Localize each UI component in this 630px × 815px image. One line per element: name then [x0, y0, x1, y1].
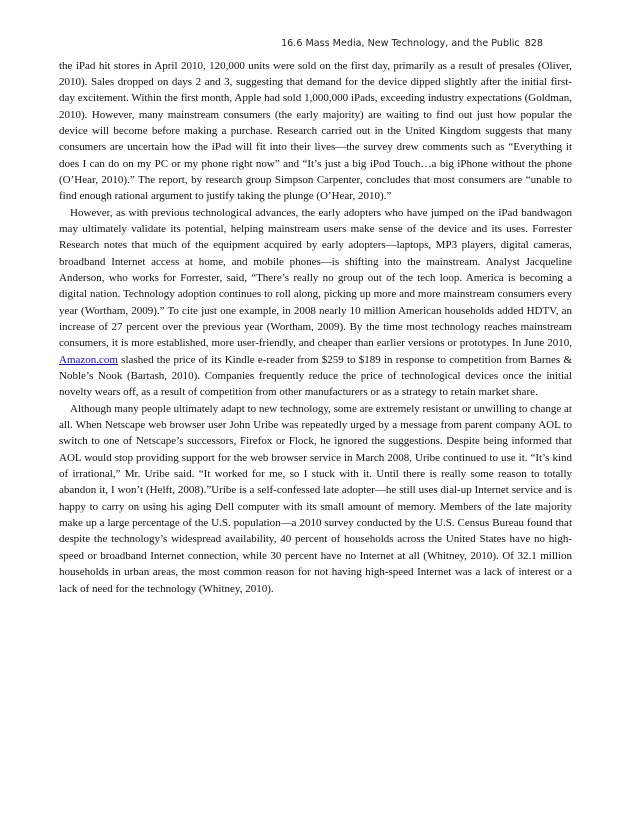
section-title: 16.6 Mass Media, New Technology, and the Public — [281, 38, 520, 49]
paragraph-text-after-link: slashed the price of its Kindle e-reader from $259 to $189 in response to competition from Barnes & Noble’s Nook (Bartash, 2010). Companies frequently reduce the price of technological devices once the initial novelty wears off, as a result of competition from other manufacturers or as a strategy to retain market share. — [59, 353, 572, 399]
running-header — [281, 38, 543, 49]
body-text — [59, 58, 572, 597]
paragraph-late-adopters: Although many people ultimately adapt to new technology, some are extremely resistant or unwilling to change at all. When Netscape web browser user John Uribe was repeatedly urged by a message from parent company AOL to switch to one of Netscape’s successors, Firefox or Flock, he ignored the suggestions. Despite being informed that AOL would stop providing support for the web browser service in March 2008, Uribe continued to use it. “It’s kind of irrational,” Mr. Uribe said. “It worked for me, so I stuck with it. Until there is really some reason to totally abandon it, I won’t (Helft, 2008).”Uribe is a self-confessed late adopter—he still uses dial-up Internet service and is happy to carry on using his aging Dell computer with its small amount of memory. Members of the late majority make up a large percentage of the U.S. population—a 2010 survey conducted by the U.S. Census Bureau found that despite the technology’s widespread availability, 40 percent of households across the United States have no high-speed or broadband Internet connection, while 30 percent have no Internet at all (Whitney, 2010). Of 32.1 million households in urban areas, the most common reason for not having high-speed Internet was a lack of interest or a lack of need for the technology (Whitney, 2010). — [59, 402, 572, 595]
amazon-link[interactable]: Amazon.com — [59, 353, 118, 366]
paragraph-early-adopters — [59, 205, 572, 401]
paragraph-text-before-link: However, as with previous technological advances, the early adopters who have jumped on the iPad bandwagon may ultimately validate its potential, helping mainstream users make sense of the device and its uses. Forrester Research notes that much of the equipment acquired by early adopters—laptops, MP3 players, digital cameras, broadband Internet access at home, and mobile phones—is shifting into the mainstream. Analyst Jacqueline Anderson, who works for Forrester, said, “There’s really no group out of the tech loop. America is becoming a digital nation. Technology adoption continues to roll along, picking up more and more mainstream consumers every year (Wortham, 2009).” To cite just one example, in 2008 nearly 10 million American households added HDTV, an increase of 27 percent over the previous year (Wortham, 2009). By the time most technology reaches mainstream consumers, it is more established, more user-friendly, and cheaper than earlier versions or prototypes. In June 2010, — [59, 206, 572, 350]
paragraph-ipad-sales: the iPad hit stores in April 2010, 120,000 units were sold on the first day, primarily as a result of presales (Oliver, 2010). Sales dropped on days 2 and 3, suggesting that demand for the device dipped slightly after the initial first-day excitement. Within the first month, Apple had sold 1,000,000 iPads, exceeding industry expectations (Goldman, 2010). However, many mainstream consumers (the early majority) are waiting to find out just how popular the device will become before making a purchase. Research carried out in the United Kingdom suggests that many consumers are uncertain how the iPad will fit into their lives—the survey drew comments such as “Everything it does I can do on my PC or my phone right now” and “It’s just a big iPod Touch…a big iPhone without the phone (O’Hear, 2010).” The report, by research group Simpson Carpenter, concludes that most consumers are “unable to find enough rational argument to justify taking the plunge (O’Hear, 2010).” — [59, 59, 572, 203]
page-number: 828 — [524, 38, 543, 49]
